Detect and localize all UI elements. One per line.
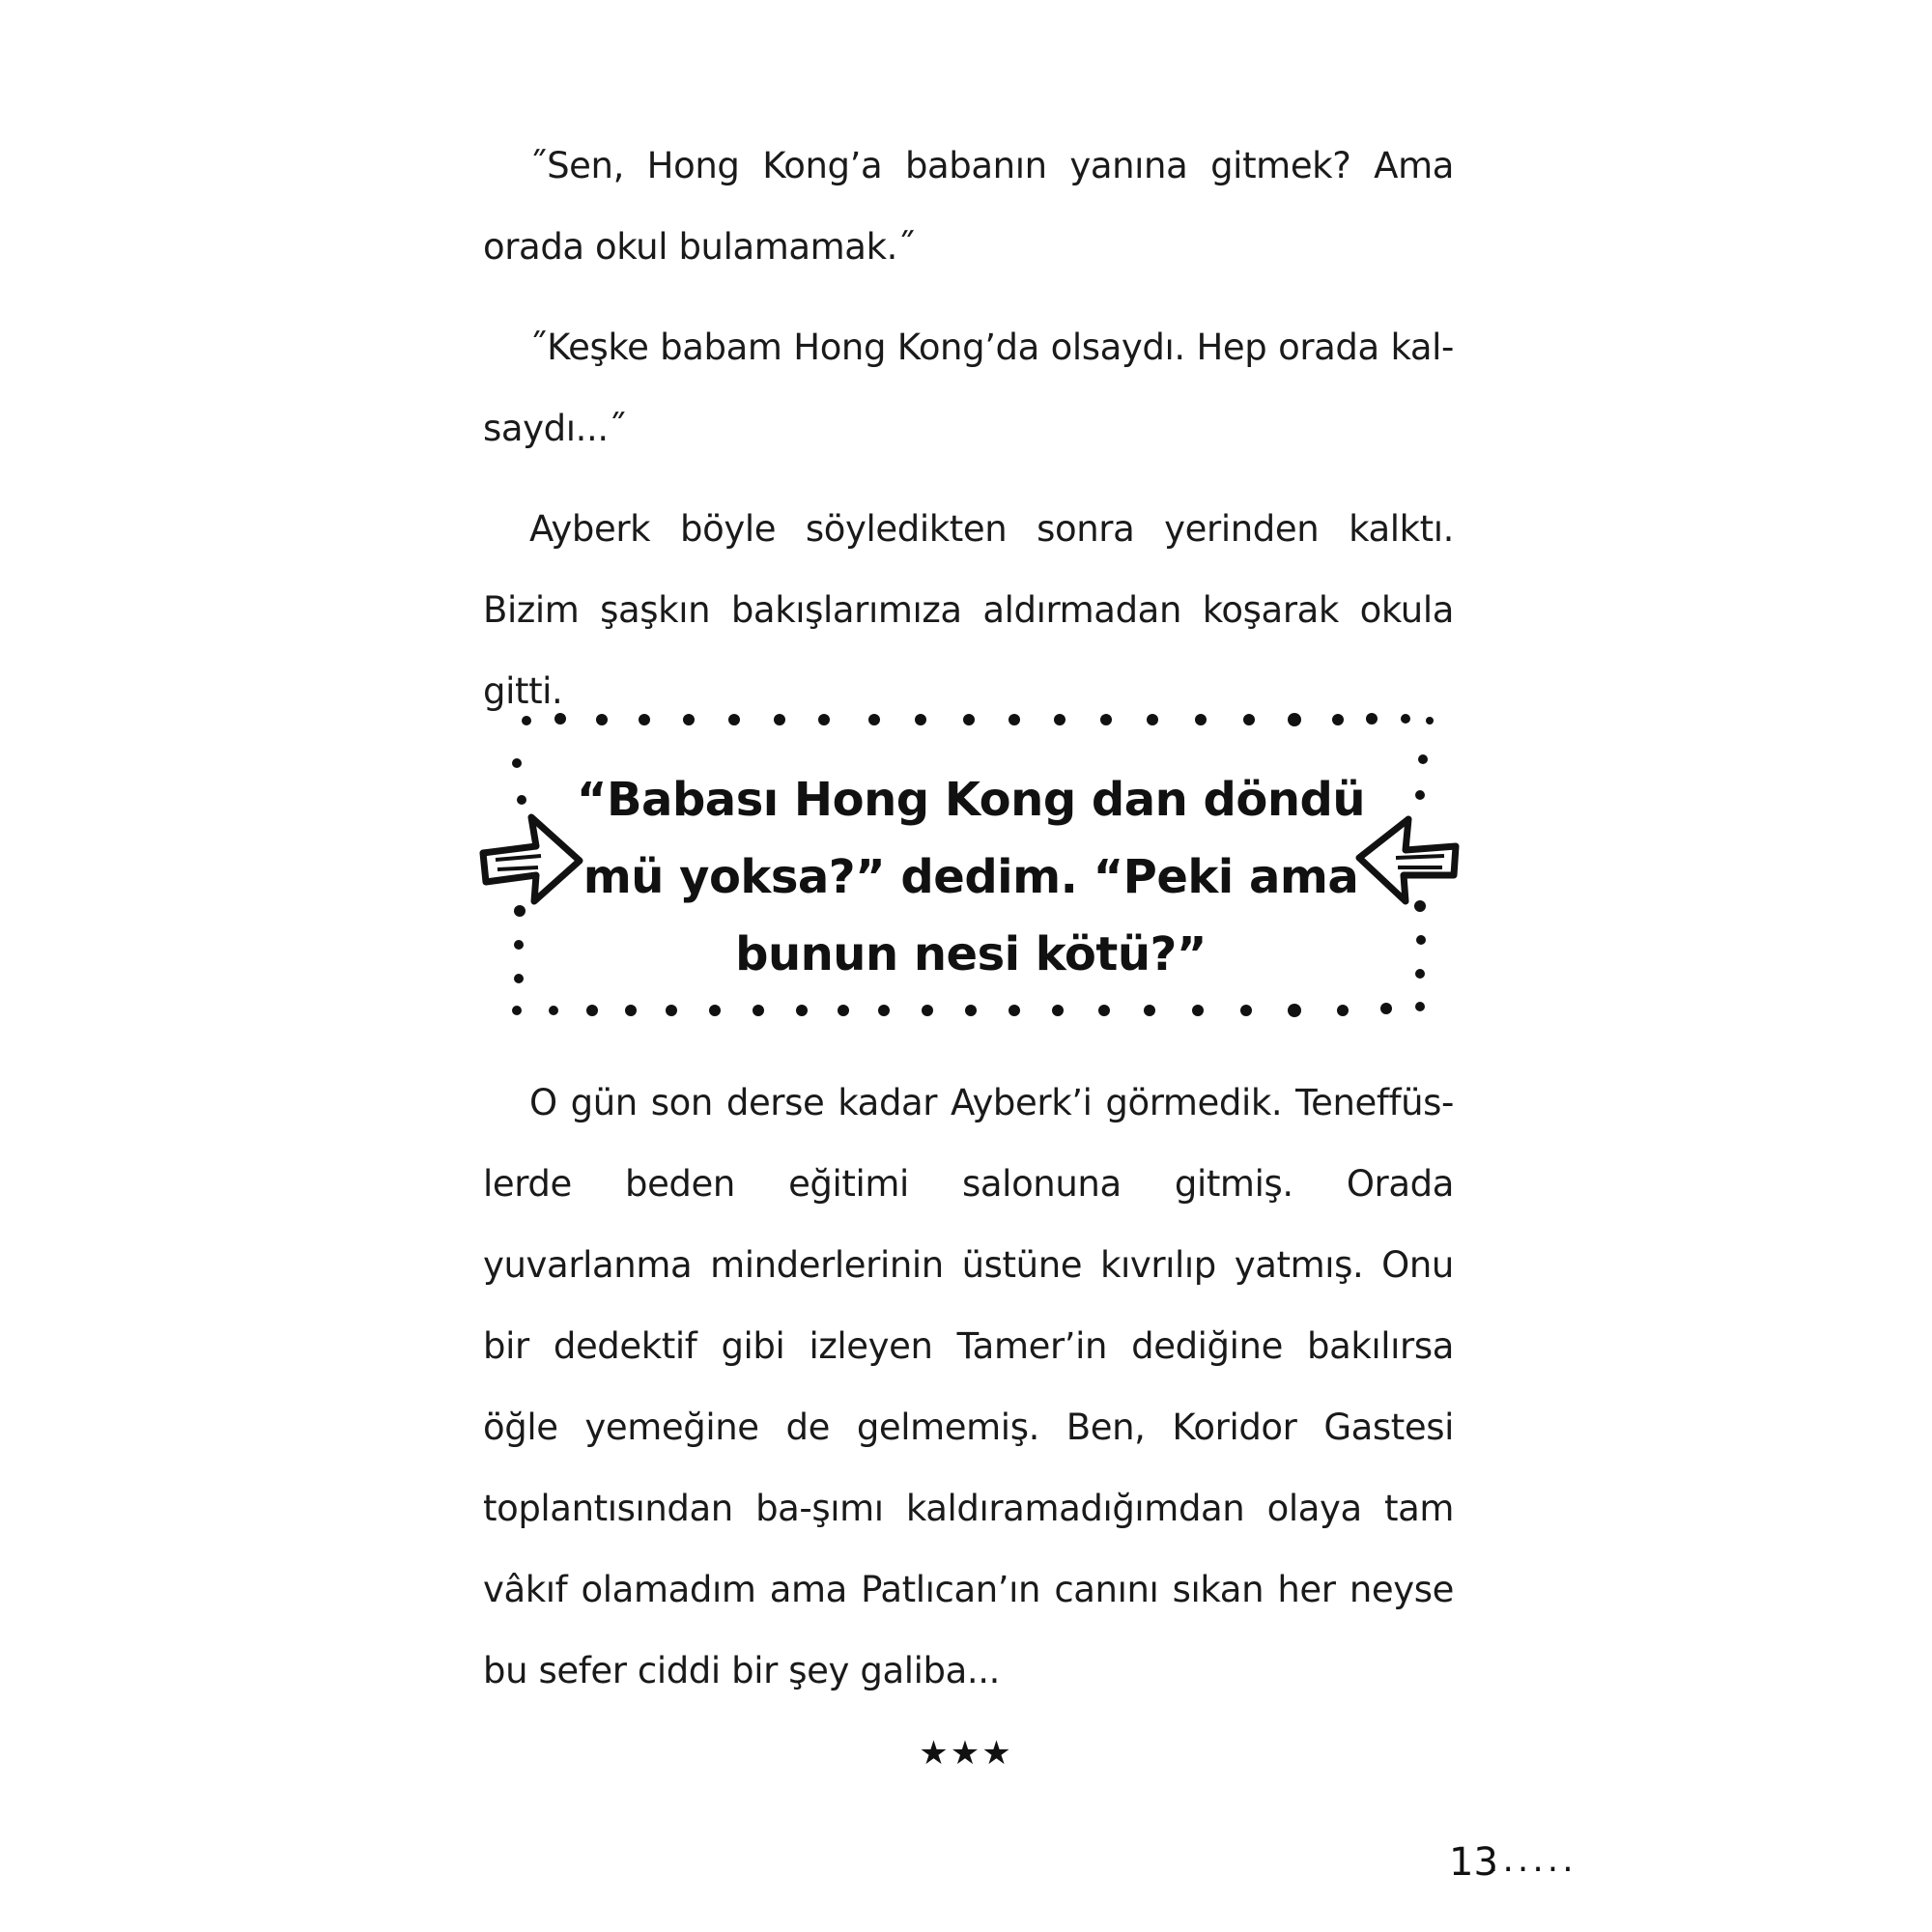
arrow-left-icon (1359, 819, 1456, 901)
arrow-right-icon (483, 817, 580, 901)
callout-box (478, 703, 1463, 1022)
section-break: ★★★ (919, 1734, 1013, 1773)
text-block-top (483, 126, 1454, 732)
paragraph-4: O gün son derse kadar Ayberk’i görmedik. Teneffüs-lerde beden eğitimi salonuna gitmiş. Orada yuvarlanma minderlerinin üstüne kıvrılıp yatmış. Onu bir dedektif gibi izleyen Tamer’in dediğine bakılırsa öğle yemeğine de gelmemiş. Ben, Koridor Gastesi toplantısından ba-şımı kaldıramadığımdan olaya tam vâkıf olamadım ama Patlıcan’ın canını sıkan her neyse bu sefer ciddi bir şey galiba... (483, 1082, 1454, 1691)
page-number-dots: ...... (1488, 1840, 1577, 1880)
paragraph-2: ˝Keşke babam Hong Kong’da olsaydı. Hep orada kal-saydı...˝ (483, 327, 1454, 449)
text-block-bottom (483, 1063, 1454, 1712)
paragraph-1: ˝Sen, Hong Kong’a babanın yanına gitmek? Ama orada okul bulamamak.˝ (483, 145, 1454, 268)
paragraph-3: Ayberk böyle söyledikten sonra yerinden kalktı. Bizim şaşkın bakışlarımıza aldırmadan koşarak okula gitti. (483, 508, 1454, 712)
callout-quote: “Babası Hong Kong dan döndü mü yoksa?” dedim. “Peki ama bunun nesi kötü?” (576, 773, 1366, 981)
page-number: 13 (1449, 1840, 1498, 1885)
